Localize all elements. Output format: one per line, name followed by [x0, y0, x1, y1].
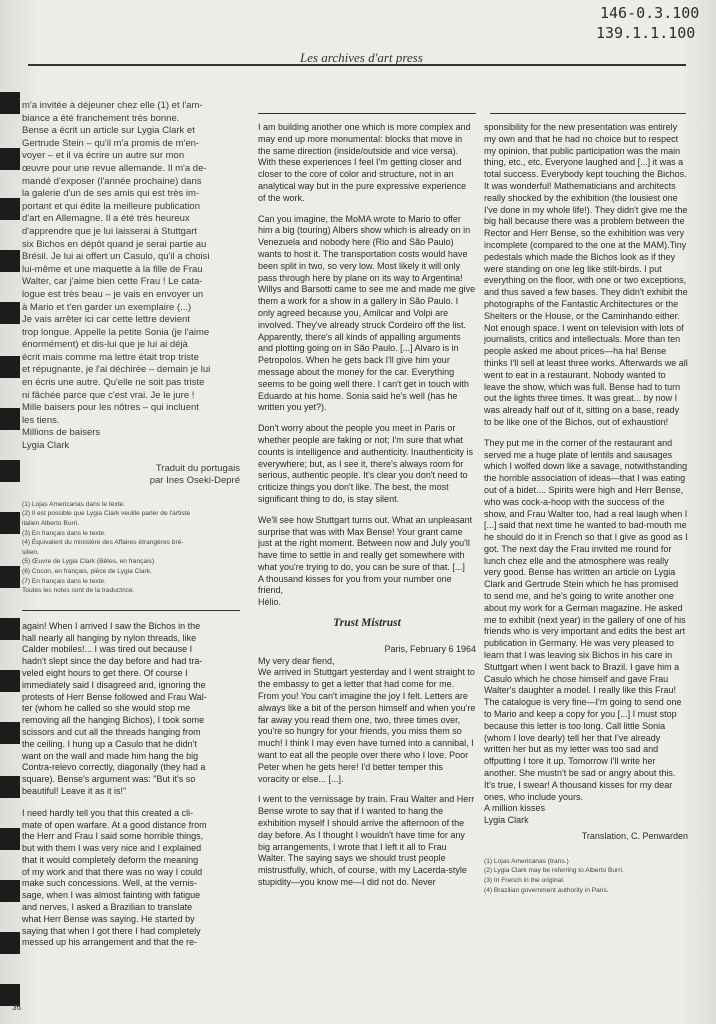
signature: Hélio. [258, 597, 282, 608]
text-line: protests of Herr Bense followed and Frau Wal- [22, 691, 207, 702]
text-line: the Herr and Frau I said some horrible things, [22, 831, 204, 842]
text-line: œuvre pour une revue allemande. Il m'a de- [22, 162, 207, 174]
text-line: énormément) et dis-lui que je lui ai déjà [22, 339, 188, 351]
text-line: what Herr Bense was saying. He started by [22, 913, 195, 924]
text-line: Contra-relevo correctly, diagonally (they had a [22, 762, 206, 773]
text-line: make such concessions. Well, at the vernis- [22, 878, 197, 889]
text-line: (3) En français dans le texte. [22, 529, 106, 537]
text-line: but with them I was very nice and I explained [22, 843, 202, 854]
text-line: hall nearly all hanging by nylon threads, like [22, 632, 197, 643]
binding-mark [0, 670, 20, 692]
column-right [484, 122, 688, 1017]
binding-mark [0, 776, 20, 798]
dateline: Paris, February 6 1964 [384, 643, 476, 654]
paragraph: I am building another one which is more complex and may end up more monumental: blocks that move in the same direction (inside/outside and vice versa). With these experiences I feel I'm getting closer and closer to the core of color and structure, not in an analytical way but in the pure expressive experience of the work. [258, 122, 471, 203]
text-line: Millions de baisers [22, 427, 101, 439]
paragraph: Don't worry about the people you meet in Paris or whether people are faking or not; I'm sure that what counts is intelligence and authenticity. Inauthenticity is everywhere; but, as I see it, there's always room for serious, authentic people. It's clear you don't need to criticize things you don't like. The best, the most significant thing to do, is stay silent. [258, 423, 473, 504]
binding-mark [0, 198, 20, 220]
text-line: trop longue. Appelle la petite Sonia (je l'aime [22, 326, 210, 338]
text-line: immediately said I disagreed and, ignoring the [22, 679, 206, 690]
text-line: (1) Lojas Americanas (trans.) [484, 857, 569, 865]
binding-mark [0, 250, 20, 272]
english-letter-part-1 [22, 621, 240, 798]
binding-mark [0, 92, 20, 114]
closing-line: A thousand kisses for you from your number one friend, [258, 573, 452, 596]
text-line: logue est très beau – je vais en envoyer un [22, 288, 204, 300]
paragraph: They put me in the corner of the restaurant and served me a huge plate of lentils and sausages which I wolfed down like a savage, notwithstanding the horrible association of ideas—that I was eating out of a bidet.... Spirits were high and Herr Bense, who was cock-a-hoop with the success of the show, and Frau Walter too, had a real laugh when I [...] said that next time he wanted to bad-mouth me he should do it in French so that I give as good as I got. The next day the Frau invited me round for lunch chez elle and the atmosphere was really very good. Bense has written an article on Lygia Clark and Gertrude Stein which he has promised to send me, and he's going to write another one about my work for a German magazine. He asked me to exhibit (next year) in the gallery of one of his friends who is very important and edits the best art publication in Germany. He was very pleased to learn that I was leaving six Bichos in his care in Stuttgart when I went back to Brazil. I gave him a Casulo which he chose himself and gave Frau Walter's daughter a model. I really like this Frau! The catalogue is very fine—I'm going to send one to Mario and keep a copy for you [...] I must stop because this letter is too long. Call little Sonia (whom I love dearly) tell her that I've already written her but as my letter was too sad and offputting I tore it up. Tomorrow I'll write her another. She mustn't be sad or angry about this. It's true, I swear! A thousand kisses for my dear ones, who include yours. [484, 437, 688, 802]
binding-mark [0, 302, 20, 324]
text-line: saying that when I got there I had completely [22, 925, 201, 936]
text-line: Walter, car j'aime bien cette Frau ! Le cata- [22, 276, 203, 288]
text-line: veled eight hours to get there. Of course I [22, 667, 188, 678]
text-line: square). Bense's argument was: "But it's so [22, 774, 196, 785]
text-line: (7) En français dans le texte. [22, 577, 106, 585]
text-line: of my work and that there was no way I could [22, 866, 203, 877]
french-footnotes [22, 500, 240, 596]
binding-mark [0, 932, 20, 954]
text-line: the ceiling. I hung up a Casulo that he didn't [22, 738, 197, 749]
paragraph: sponsibility for the new presentation was entirely my own and that he had no choice but to respect my opinion, that public participation was the main thing, etc., etc. Everyone laughed and [...] it was a total success. Everybody kept touching the Bichos. It was wonderful! Mathematicians and architects really shocked by the exhibition (the lousiest one I've done in my whole life!). They didn't give me the big hall because there was a problem between the Rector and Herr Bense, so the exhibition was very incomplete (compared to the one at the MAM).Tiny pedestals which made the Bichos look as if they were standing on one leg like stilt-birds. I put everything on the floor, with one or two exceptions, and thus saved a few bases. They didn't exhibit the photographs of the Fantastic Architectures or the Shelters or the House, or the Caminhando either. Not enough space. I went on television with lots of journalists, critics and intellectuals. More than ten people asked me about prices—ha ha! Bense thinks I'll sell at least three works. Afterwards we all went to eat in a restaurant. Nobody wanted to leave the show, which was full. Bense had to turn out the lights three times. It was great... by now I was already half out of it, sitting on a base, ready to be like one of the Bichos, out of exhaustion! [484, 122, 688, 427]
binding-mark [0, 880, 20, 902]
text-line: Gertrude Stein – qu'il m'a promis de m'en- [22, 137, 200, 149]
text-line: (4) Brazilian government authority in Paris. [484, 886, 609, 894]
translator-line: par Ines Oseki-Depré [149, 475, 240, 487]
text-line: écrit mais comme ma lettre était trop triste [22, 351, 199, 363]
text-line: mandé d'exposer (l'année prochaine) dans [22, 175, 202, 187]
text-line: voyer – et il va écrire un autre sur mon [22, 150, 185, 162]
text-line: et répugnante, je l'ai déchirée – demain je lui [22, 364, 211, 376]
paragraph: I went to the vernissage by train. Frau Walter and Herr Bense wrote to say that if I wanted to hang the exhibition myself I should arrive the afternoon of the day before. As I thought I wouldn't have time for any big arrangements, I wrote that I left it all to Frau Walter. The saying says we should trust people mistrustfully, which, of course, with my Lacerda-style stupidity—you know me—I did not do. Never [258, 794, 475, 888]
english-letter-part-2 [22, 808, 240, 950]
text-line: Je vais arrêter ici car cette lettre devient [22, 314, 190, 326]
text-line: (4) Équivalent du ministère des Affaires étrangères bré- [22, 539, 184, 547]
text-line: à Mario et t'en garder un exemplaire (...) [22, 301, 192, 313]
text-line: la galerie d'un de ses amis qui est très im- [22, 188, 200, 200]
binding-mark [0, 512, 20, 534]
text-line: want on the wall and made him hang the big [22, 750, 199, 761]
text-line: les tiens. [22, 414, 60, 426]
text-line: (6) Cocon, en français, pièce de Lygia Clark. [22, 567, 152, 575]
column-top-rule [490, 113, 686, 114]
binding-mark [0, 356, 20, 378]
text-line: I need hardly tell you that this created a cli- [22, 807, 194, 818]
binding-mark [0, 148, 20, 170]
paragraph: We'll see how Stuttgart turns out. What an unpleasant surprise that was with Max Bense! Your grant came just at the right moment. Between now and July you'll have time to settle in and really get somewhere with what you're trying to do, you can be sure of that. [...] [258, 514, 473, 572]
running-header: Les archives d'art press [300, 50, 423, 65]
text-line: (2) Lygia Clark may be referring to Alberto Burri. [484, 867, 624, 875]
text-line: mate of open warfare. At a good distance from [22, 819, 207, 830]
paragraph: We arrived in Stuttgart yesterday and I went straight to the embassy to get a letter that had come for me. From you! You can't imagine the joy I felt. Letters are always like a bit of the person himself and when you're far away you read them one, two, three times over, you're so hungry for your friends, you miss them so much! I think I may even have turned into a cannibal, I want to eat all the people over there who I love. Poor Peter when he gets here! I'd better temper this voracity or else... [...]. [258, 667, 476, 784]
salutation: My very dear fiend, [258, 655, 335, 666]
paragraph: Can you imagine, the MoMA wrote to Mario to offer him a big (touring) Albers show which is already on in Venezuela and nobody here (Rio and São Paulo) wants to host it. The transportation costs would have been split in two, so very low. Most likely it will only pass through here by plane on its way to Argentina! Willys and Barsotti came to see me and made me give them a work for a show in a gallery in São Paulo. I only agreed because you, Amilcar and Volpi are involved. They've already struck Cordeiro off the list. Apparently, there's all kinds of appalling arguments and plotting going on in São Paulo. [...] Alvaro is in Petropolos. When he gets back I'll give him your message about the money for the car. Everything seems to be going well there. I can't get in touch with Eduardo at his home. Sonia said he's well (has he written you yet?). [258, 213, 476, 413]
text-line: (2) Il est possible que Lygia Clark veuille parler de l'artiste [22, 510, 191, 518]
text-line: ter (whom he called so she would stop me [22, 703, 191, 714]
binding-mark [0, 828, 20, 850]
text-line: and nerves, I asked a Brazilian to translate [22, 902, 193, 913]
translator-credit-fr [22, 463, 240, 488]
text-line: lui-même et une maquette à la fille de Frau [22, 263, 203, 275]
text-line: Bense a écrit un article sur Lygia Clark et [22, 125, 195, 137]
text-line: (3) In French in the original. [484, 877, 565, 884]
text-line: hadn't slept since the day before and had tra- [22, 656, 203, 667]
text-line: scissors and cut all the threads hanging from [22, 726, 201, 737]
column-middle [258, 122, 476, 1002]
english-footnotes [484, 857, 688, 895]
translator-line: Traduit du portugais [155, 462, 240, 474]
text-line: six Bichos en dépôt quand je serai partie au [22, 238, 207, 250]
text-line: Calder mobiles!... I was tired out because I [22, 644, 193, 655]
section-heading: Trust Mistrust [333, 617, 401, 630]
text-line: again! When I arrived I saw the Bichos in the [22, 620, 201, 631]
text-line: Mille baisers pour les nôtres – qui incluent [22, 402, 199, 414]
text-line: ni fâchée parce que c'est vrai. Je le jure ! [22, 389, 195, 401]
text-line: m'a invitée à déjeuner chez elle (1) et l'am- [22, 100, 203, 111]
signature: Lygia Clark [484, 815, 529, 826]
binding-mark [0, 408, 20, 430]
binding-mark [0, 722, 20, 744]
handwritten-catalog-number-2: 139.1.1.100 [596, 24, 696, 42]
text-line: portant et qui édite la meilleure publication [22, 200, 200, 212]
text-line: removing all the hanging Bichos), I took some [22, 715, 205, 726]
translator-credit-en: Translation, C. Penwarden [581, 831, 688, 842]
column-top-rule [258, 113, 476, 114]
text-line: (5) Œuvre de Lygia Clark (Bêtes, en français). [22, 558, 156, 566]
text-line: beautiful! Leave it as it is!" [22, 785, 127, 796]
text-line: messed up his arrangement and that the re- [22, 937, 198, 948]
binding-mark [0, 460, 20, 482]
text-line: italien Alberto Burri. [22, 520, 80, 527]
binding-mark [0, 566, 20, 588]
text-line: Brésil. Je lui ai offert un Casulo, qu'il a choisi [22, 251, 210, 263]
column-left [22, 100, 240, 1020]
text-line: Toutes les notes sont de la traductrice. [22, 587, 135, 595]
french-letter [22, 100, 240, 453]
column-divider-rule [22, 610, 240, 611]
closing-line: A million kisses [484, 803, 546, 814]
binding-mark [0, 618, 20, 640]
page-number: 36 [12, 1003, 21, 1012]
text-line: (1) Lojas Americanas dans le texte. [22, 500, 125, 508]
handwritten-catalog-number-1: 146-0.3.100 [600, 4, 700, 22]
text-line: d'art en Allemagne. Il a été très heureux [22, 213, 190, 225]
text-line: sage, when I was almost fainting with fatigue [22, 890, 201, 901]
text-line: that it would completely deform the meaning [22, 854, 199, 865]
text-line: en écris une autre. Qu'elle ne soit pas triste [22, 377, 205, 389]
text-line: biance a été franchement très bonne. [22, 112, 180, 124]
text-line: silien. [22, 548, 39, 556]
text-line: d'apprendre que je lui laisserai à Stuttgart [22, 225, 198, 237]
text-line: Lygia Clark [22, 440, 70, 452]
